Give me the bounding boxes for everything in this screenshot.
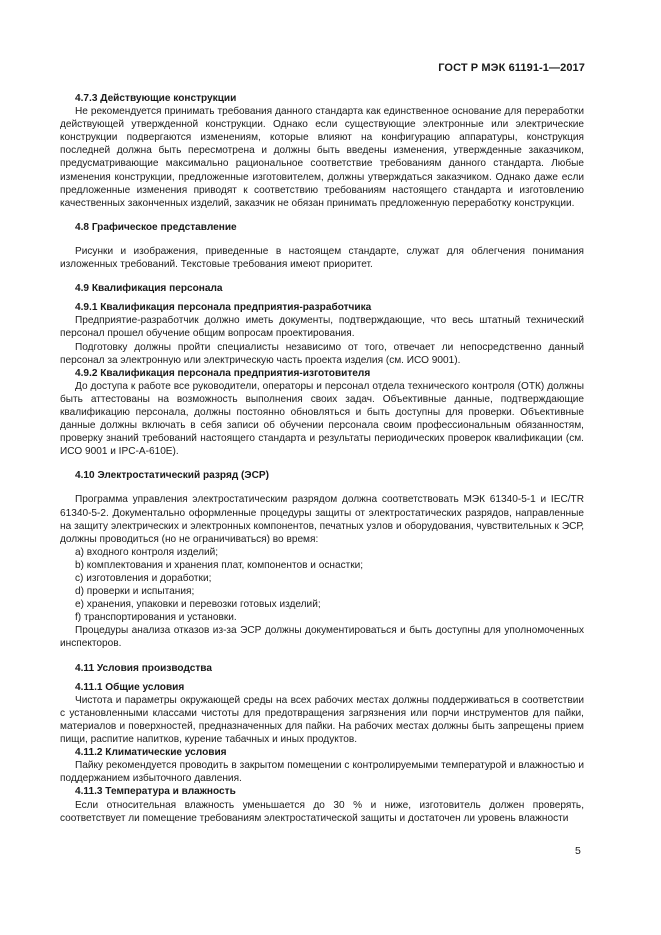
section-4-9-heading: 4.9 Квалификация персонала <box>75 283 223 295</box>
section-4-9-2-heading: 4.9.2 Квалификация персонала предприятия-изготовителя <box>75 367 371 379</box>
section-4-10-paragraph-1: Программа управления электростатическим разрядом должна соответствовать МЭК 61340-5-1 и IEC/TR 61340-5-2. Документально оформленные процедуры защиты от электростатических разрядов, направленные на защиту электрических и электронных компонентов, печатных узлов и оборудования, чувствительных к ЭСР, должны проводиться (но не ограничиваться) во время: <box>60 494 584 545</box>
list-item: c) изготовления и доработки; <box>75 573 212 584</box>
section-4-7-3-paragraph: Не рекомендуется принимать требования данного стандарта как единственное основание для переработки действующей утвержденной конструкции. Однако если существующие электронные или электрические конструкции подвергаются изменениям, которые влияют на конфигурацию аппаратуры, конструкция последней должна быть пересмотрена и должны быть введены изменения, утвержденные заказчиком, предусматривающие максимально рациональное соответствие требованиям данного стандарта. Любые изменения конструкции, предложенные изготовителем, должны утверждаться заказчиком. Однако даже если предложенные изменения приводят к соответствию требованиям настоящего стандарта и изготовлению качественных законченных изделий, заказчик не обязан принимать предложенную переработку конструкции. <box>60 106 584 209</box>
section-4-11-2-paragraph: Пайку рекомендуется проводить в закрытом помещении с контролируемыми температурой и влажностью и поддержанием избыточного давления. <box>60 760 584 785</box>
section-4-10-heading: 4.10 Электростатический разряд (ЭСР) <box>75 470 269 482</box>
section-4-9-2-paragraph: До доступа к работе все руководители, операторы и персонал отдела технического контроля (ОТК) должны быть аттестованы на возможность выполнения своих задач. Объективные данные, подтверждающие квалификацию персонала, должны постоянно обновляться и быть доступны для проверки. Объективные данные должны включать в себя записи об обучении персонала своим профессиональным обязанностям, проверку знаний требований настоящего стандарта и результаты периодических проверок квалификации (см. ИСО 9001 и IPC-A-610E). <box>60 380 584 458</box>
list-item: e) хранения, упаковки и перевозки готовых изделий; <box>75 599 321 611</box>
section-4-11-1-paragraph: Чистота и параметры окружающей среды на всех рабочих местах должны поддерживаться в соответствии с установленными классами чистоты для предотвращения загрязнения или порчи инструментов для пайки, материалов и поверхностей, предназначенных для пайки. На рабочих местах должны быть запрещены прием пищи, распитие напитков, курение табачных и иных продуктов. <box>60 694 584 746</box>
section-4-11-1-heading: 4.11.1 Общие условия <box>75 681 185 693</box>
section-4-8-heading: 4.8 Графическое представление <box>75 221 237 233</box>
section-4-10-paragraph-2: Процедуры анализа отказов из-за ЭСР должны документироваться и быть доступны для уполномоченных инспекторов. <box>60 625 584 650</box>
section-4-8-paragraph: Рисунки и изображения, приведенные в настоящем стандарте, служат для облегчения понимания изложенных требований. Текстовые требования имеют приоритет. <box>60 245 584 271</box>
document-body <box>60 92 584 825</box>
section-4-7-3-heading: 4.7.3 Действующие конструкции <box>75 93 237 104</box>
list-item: b) комплектования и хранения плат, компонентов и оснастки; <box>75 559 364 571</box>
list-item: f) транспортирования и установки. <box>75 612 237 624</box>
list-item: a) входного контроля изделий; <box>75 546 219 558</box>
section-4-11-heading: 4.11 Условия производства <box>75 662 212 674</box>
section-4-11-2-heading: 4.11.2 Климатические условия <box>75 747 227 759</box>
section-4-9-1-paragraph-1: Предприятие-разработчик должно иметь документы, подтверждающие, что весь штатный технический персонал прошел обучение общим вопросам проектирования. <box>60 315 584 340</box>
section-4-9-1-paragraph-2: Подготовку должны пройти специалисты независимо от того, отвечает ли непосредственно данный персонал за электронную или электрическую часть проекта изделия (см. ИСО 9001). <box>60 341 584 366</box>
section-4-11-3-paragraph: Если относительная влажность уменьшается до 30 % и ниже, изготовитель должен проверять, соответствует ли помещение требованиям электростатической защиты и достаточен ли уровень влажности <box>60 799 584 824</box>
section-4-11-3-heading: 4.11.3 Температура и влажность <box>75 786 236 798</box>
page-number: 5 <box>575 845 581 857</box>
section-4-9-1-heading: 4.9.1 Квалификация персонала предприятия-разработчика <box>75 302 372 314</box>
list-item: d) проверки и испытания; <box>75 586 195 598</box>
document-code-header: ГОСТ Р МЭК 61191-1—2017 <box>438 62 585 74</box>
